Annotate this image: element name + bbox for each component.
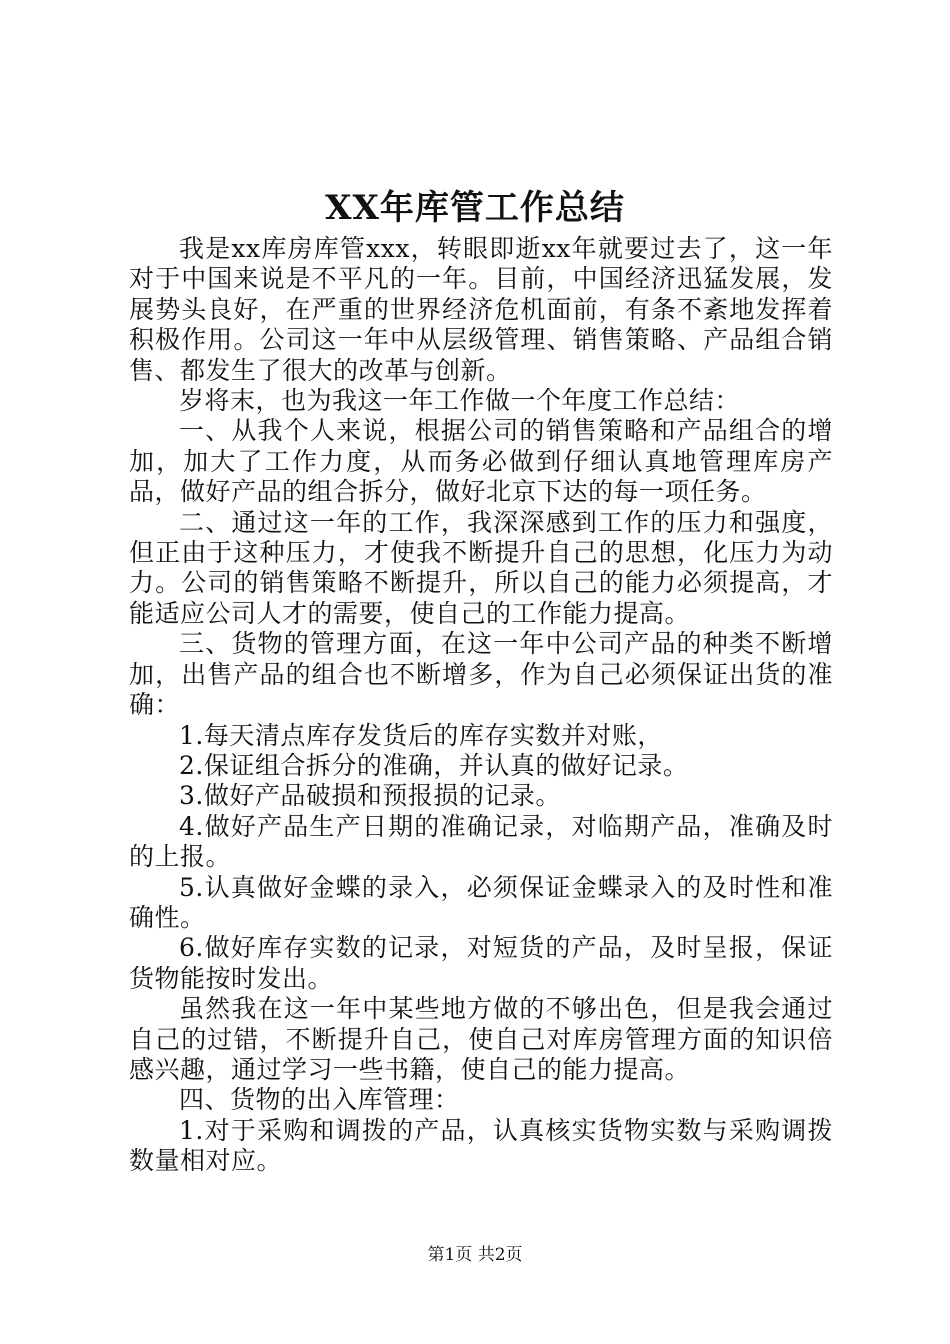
page-number-footer: 第1页 共2页 bbox=[427, 1245, 523, 1265]
list-item-3: 3.做好产品破损和预报损的记录。 bbox=[179, 781, 561, 811]
list-item-6: 6.做好库存实数的记录，对短货的产品，及时呈报，保证货物能按时发出。 bbox=[129, 933, 833, 993]
paragraph-intro: 我是xx库房库管xxx，转眼即逝xx年就要过去了，这一年对于中国来说是不平凡的一年。目前，中国经济迅猛发展，发展势头良好，在严重的世界经济危机面前，有条不紊地发挥着积极作用。公司这一年中从层级管理、销售策略、产品组合销售、都发生了很大的改革与创新。 bbox=[129, 234, 833, 385]
list-item-1: 1.每天清点库存发货后的库存实数并对账， bbox=[179, 720, 663, 750]
list-item-2: 2.保证组合拆分的准确，并认真的做好记录。 bbox=[179, 750, 689, 780]
paragraph-section-4: 四、货物的出入库管理： bbox=[179, 1085, 460, 1115]
paragraph-reflection: 虽然我在这一年中某些地方做的不够出色，但是我会通过自己的过错，不断提升自己，使自己对库房管理方面的知识倍感兴趣，通过学习一些书籍，使自己的能力提高。 bbox=[129, 994, 833, 1084]
paragraph-summary-lead: 岁将末，也为我这一年工作做一个年度工作总结： bbox=[179, 386, 741, 416]
paragraph-section-2: 二、通过这一年的工作，我深深感到工作的压力和强度，但正由于这种压力，才使我不断提升自己的思想，化压力为动力。公司的销售策略不断提升，所以自己的能力必须提高，才能适应公司人才的需要，使自己的工作能力提高。 bbox=[129, 507, 833, 628]
paragraph-section-1: 一、从我个人来说，根据公司的销售策略和产品组合的增加，加大了工作力度，从而务必做到仔细认真地管理库房产品，做好产品的组合拆分，做好北京下达的每一项任务。 bbox=[129, 416, 833, 507]
section-4-list-item-1: 1.对于采购和调拨的产品，认真核实货物实数与采购调拨数量相对应。 bbox=[129, 1115, 833, 1176]
list-item-5: 5.认真做好金蝶的录入，必须保证金蝶录入的及时性和准确性。 bbox=[129, 872, 833, 932]
document-body bbox=[129, 234, 833, 1177]
document-title: XX年库管工作总结 bbox=[325, 188, 625, 228]
paragraph-section-3: 三、货物的管理方面，在这一年中公司产品的种类不断增加，出售产品的组合也不断增多，作为自己必须保证出货的准确： bbox=[129, 629, 833, 720]
list-item-4: 4.做好产品生产日期的准确记录，对临期产品，准确及时的上报。 bbox=[129, 811, 833, 872]
